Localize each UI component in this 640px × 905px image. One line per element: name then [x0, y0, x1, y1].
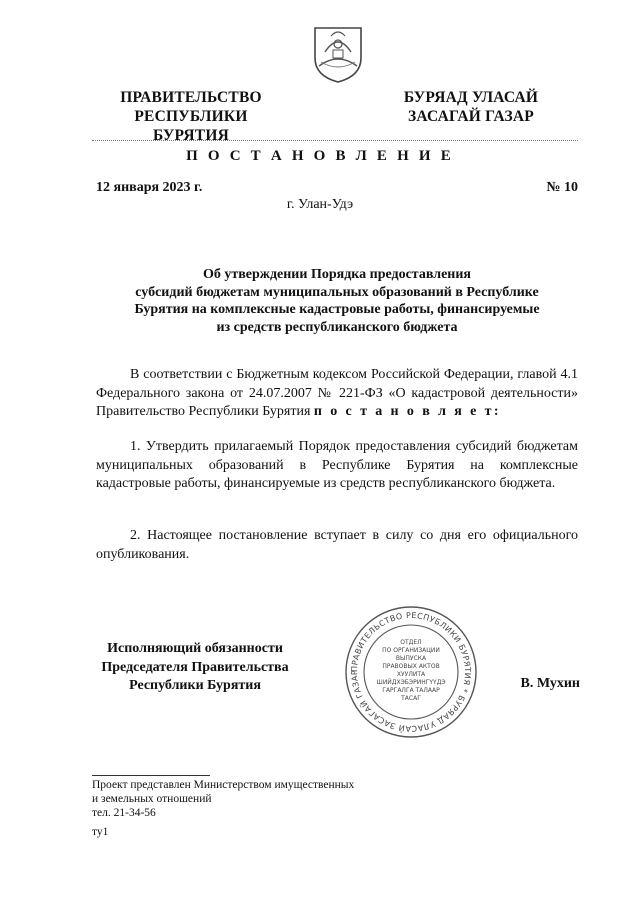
signatory-name: В. Мухин: [520, 676, 580, 691]
footer-phone: тел. 21-34-56: [92, 807, 156, 819]
seal-inner-line: ПРАВОВЫХ АКТОВ: [382, 663, 440, 670]
footer-note: [92, 778, 354, 820]
preamble-text: В соответствии с Бюджетным кодексом Российской Федерации, главой 4.1 Федерального закона от 24.07.2007 № 221-ФЗ «О кадастровой деятельности» Правительство Республики Бурятия: [96, 367, 578, 419]
footer-code: ту1: [92, 826, 109, 838]
header-left-line1: ПРАВИТЕЛЬСТВО: [120, 89, 262, 106]
seal-inner-line: ТАСАГ: [401, 695, 421, 702]
seal-inner-line: ХУУЛИТА: [396, 671, 426, 678]
seal-inner-line: ВЫПУСКА: [395, 655, 427, 662]
header-left-line2: РЕСПУБЛИКИ БУРЯТИЯ: [134, 108, 248, 144]
document-number: № 10: [546, 180, 578, 195]
footer-line: Проект представлен Министерством имущественных: [92, 779, 355, 791]
seal-inner-line: ГАРГАЛГА ТАЛААР: [382, 687, 440, 694]
subject-line: из средств республиканского бюджета: [216, 319, 458, 335]
document-city: г. Улан-Удэ: [286, 197, 354, 212]
government-name-bua: [400, 88, 542, 126]
document-type: П О С Т А Н О В Л Е Н И Е: [186, 148, 454, 164]
seal-inner-line: ШИЙДХЭБЭРИНГҮҮДЭ: [376, 679, 446, 686]
header-divider: [92, 140, 578, 141]
seal-inner-line: ПО ОРГАНИЗАЦИИ: [382, 647, 440, 654]
clause-1: 1. Утвердить прилагаемый Порядок предоставления субсидий бюджетам муниципальных образований в Республике Бурятия на комплексные кадастровые работы, финансируемые из средств республиканского бюджета.: [96, 439, 578, 491]
signatory-line: Республики Бурятия: [129, 678, 261, 693]
preamble-action: п о с т а н о в л я е т:: [313, 404, 501, 419]
header-right-line2: ЗАСАГАЙ ГАЗАР: [408, 108, 534, 125]
header-right-line1: БУРЯАД УЛАСАЙ: [403, 89, 539, 106]
clause-2: 2. Настоящее постановление вступает в силу со дня его официального опубликования.: [96, 528, 578, 562]
signatory-line: Исполняющий обязанности: [107, 641, 283, 656]
seal-inner-line: ОТДЕЛ: [400, 639, 422, 646]
footer-divider: [92, 775, 210, 776]
document-date: 12 января 2023 г.: [96, 180, 203, 195]
signatory-line: Председателя Правительства: [101, 659, 289, 675]
footer-line: и земельных отношений: [92, 793, 212, 805]
document-subject: [96, 266, 578, 336]
preamble-paragraph: [96, 366, 578, 422]
subject-line: Об утверждении Порядка предоставления: [202, 267, 472, 282]
coat-of-arms-icon: [311, 22, 365, 84]
official-seal: [343, 604, 479, 740]
seal-outer-text: ПРАВИТЕЛЬСТВО РЕСПУБЛИКИ БУРЯТИЯ * БУРЯАД УЛАСАЙ ЗАСАГАЙ ГАЗАР: [349, 610, 473, 734]
subject-line: Бурятия на комплексные кадастровые работы, финансируемые: [134, 302, 540, 317]
signatory-title: [92, 640, 298, 696]
subject-line: субсидий бюджетам муниципальных образований в Республике: [135, 284, 539, 300]
government-name-ru: [96, 88, 286, 145]
